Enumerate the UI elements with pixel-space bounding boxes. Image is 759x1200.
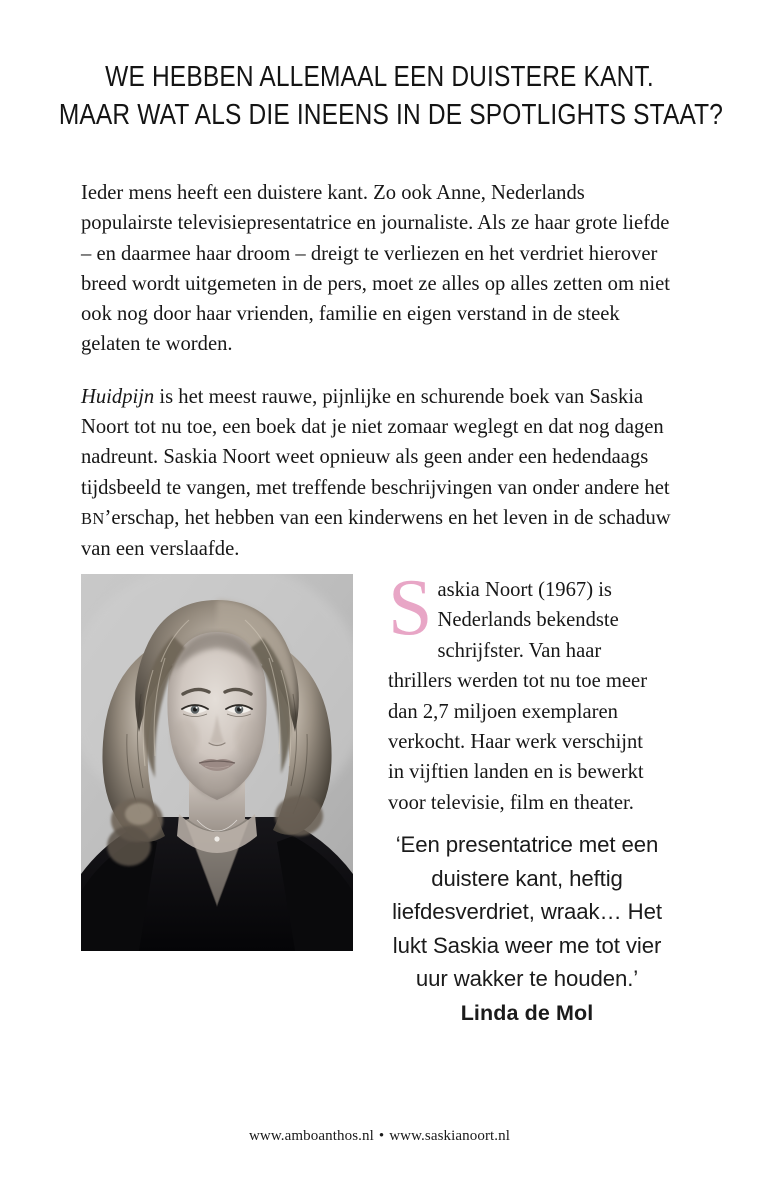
- headline-line-2: MAAR WAT ALS DIE INEENS IN DE SPOTLIGHTS STAAT?: [58, 99, 724, 131]
- blurb-paragraph-2-part-2: ’erschap, het hebben van een kinderwens en het leven in de schaduw van een verslaafde.: [81, 506, 671, 561]
- review-quote-text: ‘Een presentatrice met een duistere kant, heftig liefdesverdriet, wraak… Het lukt Saskia weer me tot vier uur wakker te houden.’: [392, 832, 662, 992]
- author-portrait-photo: [81, 574, 353, 951]
- author-bio: [388, 564, 660, 818]
- review-quote-attribution: Linda de Mol: [460, 1000, 594, 1025]
- blurb-paragraph-2-part-1: is het meest rauwe, pijnlijke en schurende boek van Saskia Noort tot nu toe, een boek dat je niet zomaar weglegt en dat nog dagen nadreunt. Saskia Noort weet opnieuw als geen ander een hedendaags tijdsbeeld te vangen, met treffende beschrijvingen van onder andere het: [81, 385, 670, 499]
- abbreviation-bn: BN: [81, 508, 105, 528]
- blurb-body: [81, 178, 678, 565]
- portrait-image: [81, 574, 353, 951]
- url-separator-bullet: •: [378, 1128, 385, 1144]
- author-bio-paragraph: [388, 564, 660, 818]
- footer-urls: [0, 1128, 759, 1145]
- review-quote-block: [388, 828, 666, 1027]
- blurb-paragraph-2: [81, 382, 678, 565]
- publisher-url[interactable]: www.amboanthos.nl: [248, 1128, 374, 1144]
- page-headline: [0, 58, 759, 134]
- blurb-paragraph-1: Ieder mens heeft een duistere kant. Zo ook Anne, Nederlands populairste televisiepresentatrice en journaliste. Als ze haar grote liefde – en daarmee haar droom – dreigt te verliezen en het verdriet hierover breed wordt uitgemeten in de pers, moet ze alles op alles zetten om niet ook nog door haar vrienden, familie en eigen verstand in de steek gelaten te worden.: [81, 182, 671, 356]
- headline-line-1: WE HEBBEN ALLEMAAL EEN DUISTERE KANT.: [105, 61, 654, 93]
- book-title-italic: Huidpijn: [81, 385, 155, 408]
- bio-dropcap: S: [388, 564, 433, 652]
- author-url[interactable]: www.saskianoort.nl: [389, 1128, 511, 1144]
- bio-text: askia Noort (1967) is Nederlands bekendste schrijfster. Van haar thrillers werden tot nu toe meer dan 2,7 miljoen exemplaren verkocht. Haar werk verschijnt in vijftien landen en is bewerkt voor televisie, film en theater.: [388, 579, 648, 814]
